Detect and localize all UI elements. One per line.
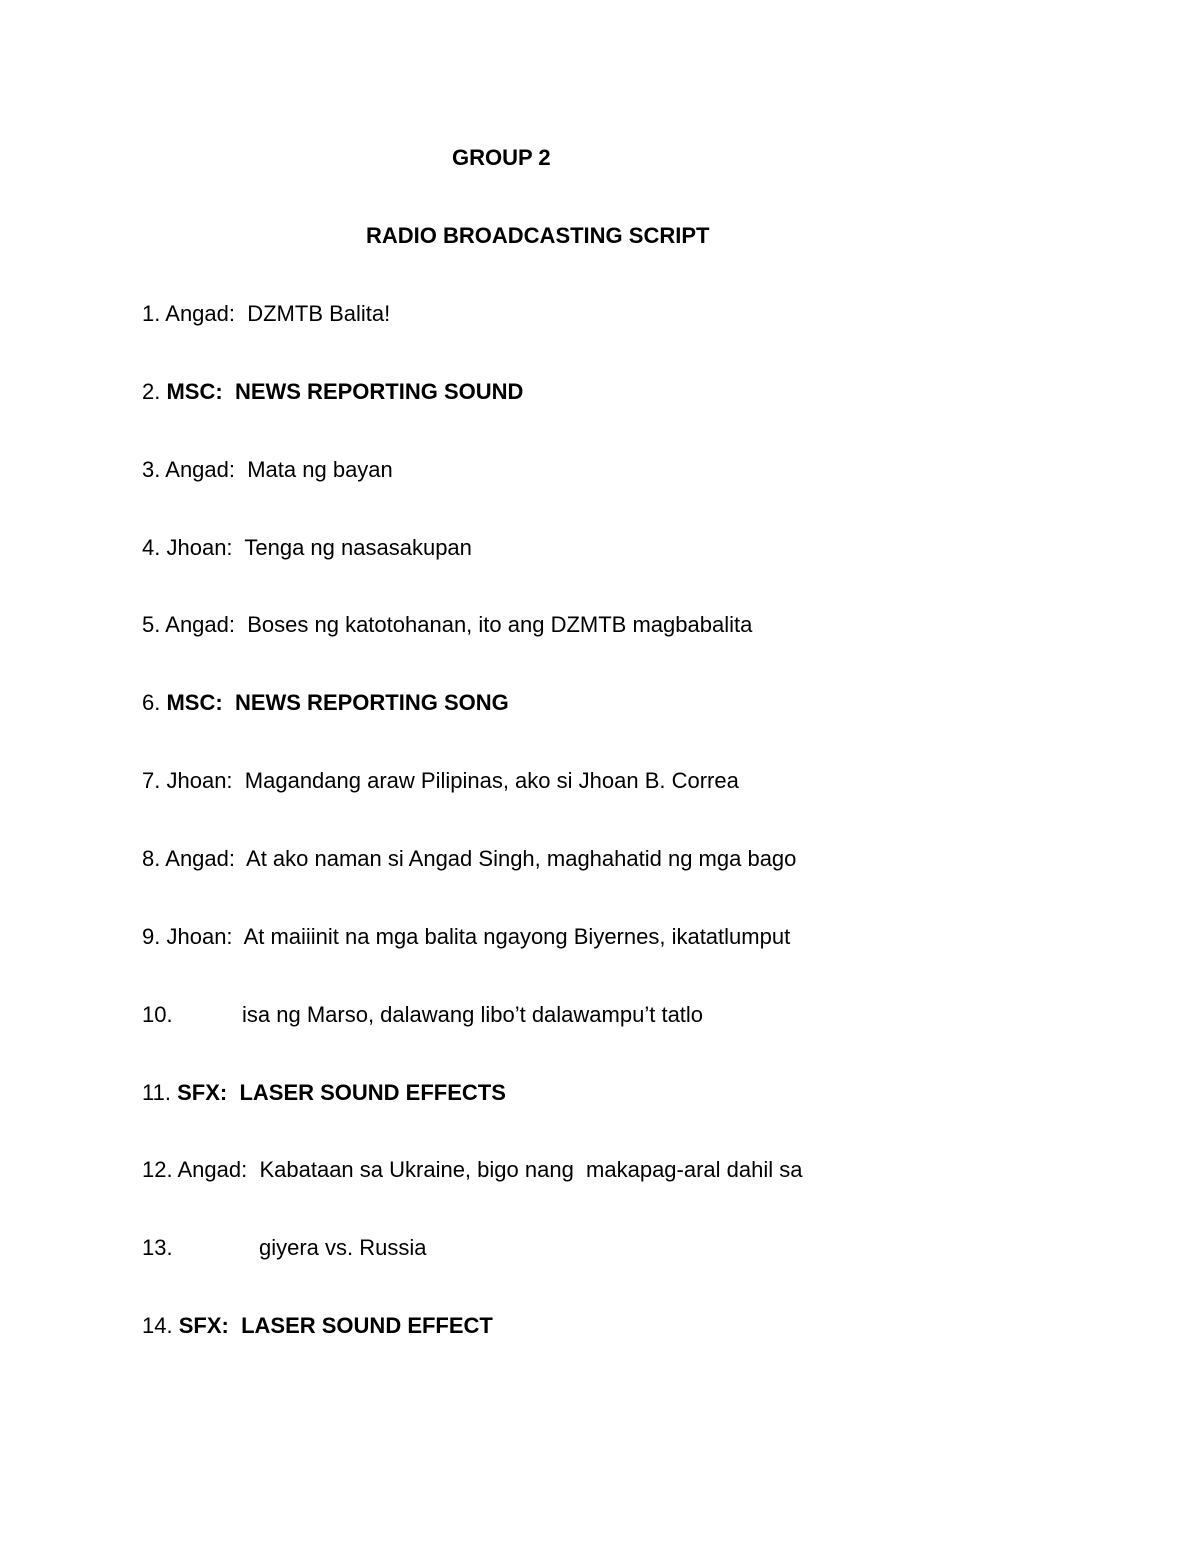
- line-text: At ako naman si Angad Singh, maghahatid ng mga bago: [246, 846, 797, 871]
- script-line-7: [142, 768, 739, 794]
- line-speaker: SFX:: [177, 1080, 228, 1105]
- group-heading: GROUP 2: [452, 145, 551, 170]
- line-speaker: Jhoan:: [166, 924, 233, 949]
- line-number: 12.: [142, 1157, 173, 1182]
- line-text: NEWS REPORTING SOUND: [234, 379, 524, 404]
- script-title: RADIO BROADCASTING SCRIPT: [366, 223, 710, 248]
- script-line-1: [142, 301, 390, 327]
- line-speaker: Angad:: [165, 301, 235, 326]
- line-speaker: SFX:: [178, 1313, 229, 1338]
- line-text: isa ng Marso, dalawang libo’t dalawampu’t tatlo: [242, 1002, 704, 1027]
- line-text: DZMTB Balita!: [247, 301, 391, 326]
- line-speaker: Jhoan:: [166, 768, 233, 793]
- line-text: Tenga ng nasasakupan: [244, 535, 472, 560]
- script-line-11: [142, 1080, 506, 1106]
- line-number: 5.: [142, 612, 161, 637]
- line-number: 3.: [142, 457, 161, 482]
- line-text: LASER SOUND EFFECTS: [239, 1080, 506, 1105]
- line-number: 14.: [142, 1313, 173, 1338]
- line-number: 7.: [142, 768, 161, 793]
- script-line-2: [142, 379, 523, 405]
- line-speaker: Jhoan:: [166, 535, 233, 560]
- line-number: 9.: [142, 924, 161, 949]
- script-line-6: [142, 690, 509, 716]
- script-line-13: [142, 1235, 427, 1261]
- line-speaker: MSC:: [166, 379, 223, 404]
- script-line-3: [142, 457, 393, 483]
- line-speaker: Angad:: [177, 1157, 248, 1182]
- line-number: 11.: [142, 1080, 171, 1105]
- line-text: giyera vs. Russia: [259, 1235, 427, 1260]
- line-number: 10.: [142, 1002, 173, 1027]
- script-line-12: [142, 1157, 803, 1183]
- line-number: 4.: [142, 535, 161, 560]
- line-number: 8.: [142, 846, 161, 871]
- script-line-14: [142, 1313, 493, 1339]
- line-speaker: MSC:: [166, 690, 223, 715]
- script-line-4: [142, 535, 472, 561]
- line-number: 13.: [142, 1235, 173, 1260]
- line-speaker: Angad:: [165, 612, 235, 637]
- line-speaker: Angad:: [165, 457, 235, 482]
- line-number: 1.: [142, 301, 161, 326]
- line-text: Boses ng katotohanan, ito ang DZMTB magbabalita: [247, 612, 753, 637]
- line-text: LASER SOUND EFFECT: [241, 1313, 493, 1338]
- line-text: Kabataan sa Ukraine, bigo nang makapag-aral dahil sa: [259, 1157, 803, 1182]
- line-text: Magandang araw Pilipinas, ako si Jhoan B. Correa: [244, 768, 739, 793]
- script-line-8: [142, 846, 796, 872]
- line-speaker: Angad:: [165, 846, 235, 871]
- script-line-5: [142, 612, 752, 638]
- line-text: At maiiinit na mga balita ngayong Biyernes, ikatatlumput: [243, 924, 791, 949]
- script-line-9: [142, 924, 790, 950]
- script-line-10: [142, 1002, 704, 1028]
- line-number: 2.: [142, 379, 161, 404]
- line-number: 6.: [142, 690, 161, 715]
- line-text: NEWS REPORTING SONG: [234, 690, 509, 715]
- line-text: Mata ng bayan: [247, 457, 393, 482]
